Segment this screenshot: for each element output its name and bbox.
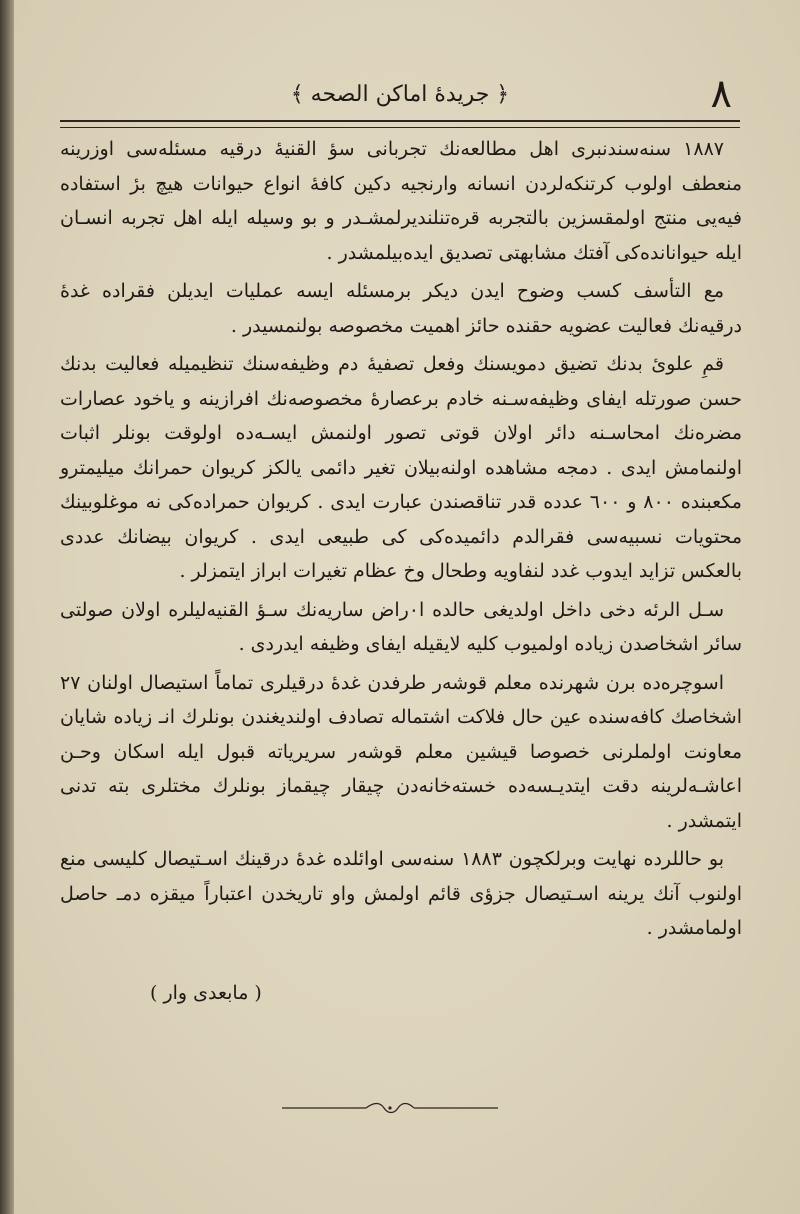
ornament-divider xyxy=(280,1100,500,1116)
continuation-note: ( مابعدی وار ) xyxy=(150,982,262,1004)
body-text xyxy=(60,132,742,946)
paragraph: مع التأسف كسب وضوح ایدن دیكر برمسئله ایسه عملیات ایدیلن فقراده غدهٔ درقیه‌نك فعالیت عضویه حقنده حائز اهمیت مخصوصه بولنمسیدر . xyxy=(60,280,742,337)
paragraph: اسوچره‌ده برن شهرنده معلم قوشه‌ر طرفدن غدهٔ درقیلری تماماً استیصال اولنان ٢٧ اشخاصك كافه‌سنده عین حال فلاكت اشتماله تصادف اولندیغندن بونلرك انـ زیاده شایان معاونت اولملرنی خصوصا قیشین معلم قوشه‌ر سریریاته قبول ایله اسكان وحـن اعاشـه‌لرینه دقت ایتدیـسه‌ده خسته‌خانه‌دن چیقار چیقماز بونلرك مختلری بته تدنی ایتمشدر . xyxy=(60,671,742,832)
running-title: ﴿ جریدهٔ اماکن الصحه ﴾ xyxy=(290,82,510,107)
paragraph: سـل الرئه دخی داخل اولدیغی حالده ا٠راض ساریه‌نك سـؤ القنیه‌لیلره اولان صولتی سائر اشخاصدن زیاده اولمیوب كلیه لایقیله ایفای وظیفه ایدردی . xyxy=(60,598,742,655)
binding-edge xyxy=(0,0,14,1214)
paragraph: قمِ علویٔ بدنك تضیق دمویسنك وفعل تصفیهٔ دم وظیفه‌سنك تنظیمیله فعالیت بدنك حسن صورتله ایفای وظیفه‌سـنه خادم برعصارهٔ مخصوصه‌نك افرازینه و یاخود عصارات مضره‌نك امحاسـنه دائر اولان قوتی تصور اولنمش ایسـه‌ده اولوقت بونلر اثبات اولنمامش ایدی . دمجه مشاهده اولنه‌بیلان تغیر دائمی یالكز كریوان حمرانك میلیمترو مكعبنده ٨٠٠ و ٦٠٠ عدده قدر تناقصندن عبارت ایدی . كریوان حمراده‌كی نه موغلوبینك محتویات نسبیه‌سی فقرالدم دائمیده‌كی كی طبیعی ایدی . كریوان بیضانك عددی بالعكس تزاید ایدوب غدد لنفاویه وطحال وخ عظام تغیرات ابراز ایتمزلر . xyxy=(60,353,742,582)
page-header xyxy=(60,70,740,120)
header-rule xyxy=(60,120,740,128)
paragraph: بو حاللرده نهایت وبرلكچون ١٨٨٣ سنه‌سی اوائلده غدهٔ درقینك اسـتیصال كلیسی منع اولنوب آنك یرینه اسـتیصال جزؤی قائم اولمش واو تاریخدن اعتباراً میقزه دمـ حاصل اولمامشدر . xyxy=(60,848,742,939)
page-number: ٨ xyxy=(710,71,732,117)
paragraph: ١٨٨٧ سنه‌سندنبری اهل مطالعه‌نك تجربانی سؤ القنیهٔ درقیه مسئله‌سی اوزرینه منعطف اولوب كرتنكه‌لردن انسانه وارنجیه دكین كافهٔ انواع حیوانات هیچ برٔ استفاده فیه‌یی منتج اولمقسزین بالتجربه قره‌تنلندیرلمشـدر و بو وسیله ایله اهل تجربه انسـان ایله حیوانانده‌كی آفتك مشابهتی تصدیق ایده‌بیلمشدر . xyxy=(60,138,742,264)
